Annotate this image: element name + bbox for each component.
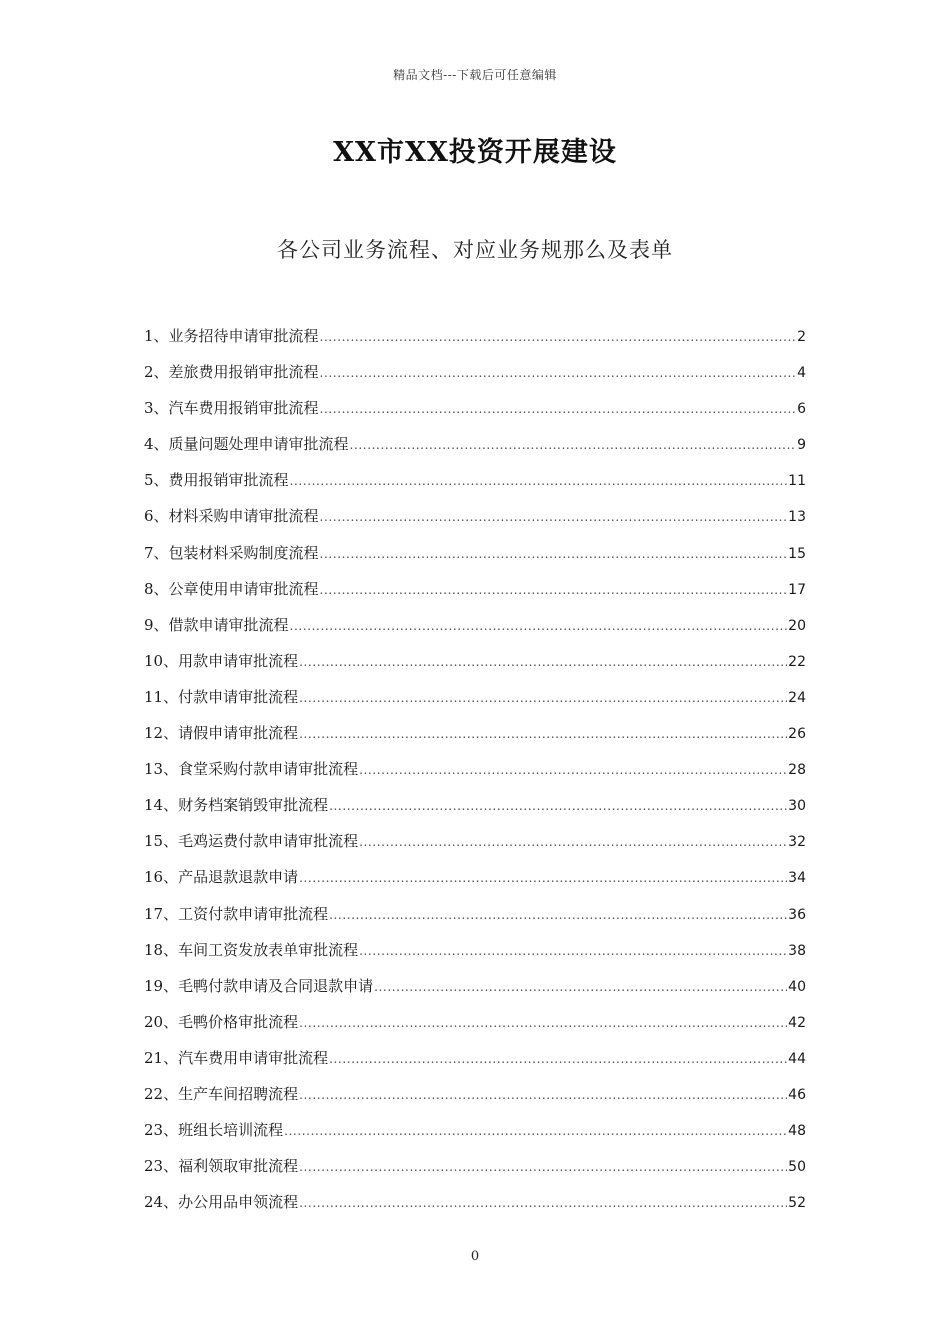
- toc-dot-leader: [299, 860, 787, 896]
- toc-entry[interactable]: [144, 932, 806, 968]
- toc-entry-page: 50: [788, 1159, 806, 1176]
- toc-entry-label: 6、材料采购申请审批流程: [144, 507, 319, 526]
- toc-entry[interactable]: [144, 643, 806, 679]
- toc-entry-page: 9: [797, 437, 806, 454]
- toc-dot-leader: [359, 752, 787, 788]
- toc-dot-leader: [350, 427, 797, 463]
- toc-entry[interactable]: [144, 859, 806, 895]
- toc-dot-leader: [374, 969, 787, 1005]
- toc-entry-label: 1、业务招待申请审批流程: [144, 327, 319, 345]
- toc-entry[interactable]: [144, 715, 806, 751]
- toc-entry-label: 23、班组长培训流程: [144, 1121, 284, 1140]
- toc-entry-label: 15、毛鸡运费付款申请审批流程: [144, 832, 359, 851]
- toc-entry[interactable]: [144, 354, 806, 390]
- toc-dot-leader: [329, 788, 787, 824]
- table-of-contents: [144, 318, 806, 1220]
- toc-entry-page: 32: [788, 834, 806, 851]
- toc-entry[interactable]: [144, 968, 806, 1004]
- toc-entry-label: 11、付款申请审批流程: [144, 687, 299, 706]
- toc-entry[interactable]: [144, 1040, 806, 1076]
- toc-entry-page: 38: [788, 942, 806, 959]
- toc-entry-label: 2、差旅费用报销审批流程: [144, 363, 319, 382]
- toc-entry-page: 15: [788, 545, 806, 562]
- toc-dot-leader: [299, 1185, 787, 1221]
- toc-dot-leader: [284, 1113, 787, 1149]
- toc-dot-leader: [329, 1041, 787, 1077]
- toc-entry-page: 28: [788, 762, 806, 779]
- toc-entry-page: 2: [797, 329, 806, 345]
- toc-dot-leader: [299, 716, 787, 752]
- toc-dot-leader: [299, 1005, 787, 1041]
- toc-entry-label: 12、请假申请审批流程: [144, 724, 299, 743]
- toc-entry-page: 52: [788, 1195, 806, 1212]
- toc-dot-leader: [299, 1149, 787, 1185]
- toc-entry-label: 5、费用报销审批流程: [144, 471, 289, 490]
- toc-entry-page: 24: [788, 689, 806, 706]
- toc-dot-leader: [320, 355, 797, 391]
- toc-dot-leader: [299, 1077, 787, 1113]
- toc-entry[interactable]: [144, 823, 806, 859]
- toc-entry[interactable]: [144, 607, 806, 643]
- toc-entry-label: 4、质量问题处理申请审批流程: [144, 435, 349, 454]
- document-subtitle: 各公司业务流程、对应业务规那么及表单: [277, 238, 673, 262]
- page-number: 0: [470, 1249, 480, 1264]
- toc-entry-label: 24、办公用品申领流程: [144, 1193, 299, 1212]
- toc-entry-page: 17: [788, 581, 806, 598]
- toc-entry-page: 48: [788, 1123, 806, 1140]
- toc-dot-leader: [290, 463, 788, 499]
- toc-entry-label: 21、汽车费用申请审批流程: [144, 1048, 329, 1067]
- toc-entry-label: 22、生产车间招聘流程: [144, 1084, 299, 1103]
- toc-entry-label: 9、借款申请审批流程: [144, 615, 289, 634]
- toc-entry-page: 40: [788, 978, 806, 995]
- toc-entry[interactable]: [144, 535, 806, 571]
- toc-dot-leader: [359, 933, 787, 969]
- toc-entry-page: 42: [788, 1014, 806, 1031]
- toc-entry-label: 19、毛鸭付款申请及合同退款申请: [144, 976, 374, 995]
- toc-entry[interactable]: [144, 787, 806, 823]
- toc-dot-leader: [320, 572, 788, 608]
- toc-entry-page: 20: [788, 617, 806, 634]
- toc-entry-page: 22: [788, 653, 806, 670]
- toc-entry-label: 20、毛鸭价格审批流程: [144, 1012, 299, 1031]
- toc-entry-page: 34: [788, 870, 806, 887]
- toc-entry-page: 30: [788, 798, 806, 815]
- toc-dot-leader: [320, 536, 788, 572]
- toc-dot-leader: [299, 680, 787, 716]
- toc-entry-label: 17、工资付款申请审批流程: [144, 904, 329, 923]
- toc-entry-page: 36: [788, 906, 806, 923]
- toc-dot-leader: [320, 319, 797, 355]
- toc-dot-leader: [320, 499, 788, 535]
- toc-entry-page: 44: [788, 1050, 806, 1067]
- toc-entry[interactable]: [144, 679, 806, 715]
- toc-entry-label: 3、汽车费用报销审批流程: [144, 399, 319, 418]
- toc-entry-label: 8、公章使用申请审批流程: [144, 579, 319, 598]
- toc-entry-page: 6: [797, 401, 806, 418]
- toc-entry[interactable]: [144, 426, 806, 462]
- toc-entry[interactable]: [144, 1004, 806, 1040]
- document-title: XX市XX投资开展建设: [333, 137, 617, 168]
- toc-entry-label: 14、财务档案销毁审批流程: [144, 796, 329, 815]
- toc-entry[interactable]: [144, 318, 806, 354]
- toc-dot-leader: [299, 644, 787, 680]
- toc-entry[interactable]: [144, 1112, 806, 1148]
- toc-entry[interactable]: [144, 751, 806, 787]
- toc-entry-page: 13: [788, 509, 806, 526]
- toc-entry-label: 16、产品退款退款申请: [144, 868, 299, 887]
- toc-entry[interactable]: [144, 498, 806, 534]
- toc-entry[interactable]: [144, 1184, 806, 1220]
- toc-entry-label: 18、车间工资发放表单审批流程: [144, 940, 359, 959]
- toc-entry[interactable]: [144, 1148, 806, 1184]
- toc-dot-leader: [320, 391, 797, 427]
- toc-entry-label: 23、福利领取审批流程: [144, 1157, 299, 1176]
- toc-entry-page: 26: [788, 726, 806, 743]
- toc-dot-leader: [290, 608, 788, 644]
- toc-entry-label: 7、包装材料采购制度流程: [144, 543, 319, 562]
- toc-entry-page: 11: [788, 473, 806, 490]
- toc-entry-label: 13、食堂采购付款申请审批流程: [144, 760, 359, 779]
- toc-entry-page: 46: [788, 1086, 806, 1103]
- toc-entry[interactable]: [144, 462, 806, 498]
- header-note: 精品文档---下载后可任意编辑: [393, 68, 557, 82]
- toc-entry[interactable]: [144, 390, 806, 426]
- toc-dot-leader: [359, 824, 787, 860]
- toc-entry[interactable]: [144, 571, 806, 607]
- toc-entry-page: 4: [797, 365, 806, 382]
- toc-entry-label: 10、用款申请审批流程: [144, 651, 299, 670]
- toc-dot-leader: [329, 897, 787, 933]
- toc-entry[interactable]: [144, 1076, 806, 1112]
- toc-entry[interactable]: [144, 896, 806, 932]
